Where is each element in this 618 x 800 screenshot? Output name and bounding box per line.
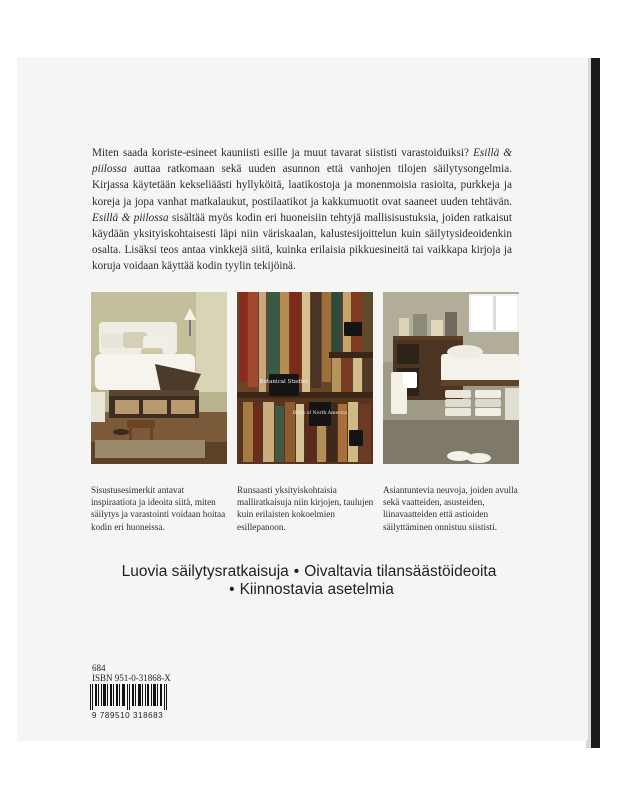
bookshelf-photo [237,292,373,464]
barcode [90,684,168,710]
blurb-part-3: sisältää myös kodin eri huoneisiin tehtyjä mallisisustuksia, joiden ratkaisut käydään yksityiskohtaisesti läpi niin väriskaalan, kalustesijoittelun kuin säilytysideoidenkin osalta. Lisäksi teos antaa vinkkejä siitä, kuinka erilaisia pikkuesineitä tai vaikkapa kirjoja ja koruja voidaan käyttää kodin tyylin tekijöinä. [92,211,513,273]
bathroom-photo [383,292,519,464]
feature-item: Luovia säilytysratkaisuja [121,563,289,580]
feature-item: Oivaltavia tilansäästöideoita [304,563,497,580]
blurb-text [92,145,512,275]
product-code: 684 [92,663,106,673]
book-label-botanical: Botanical Studies [259,379,309,385]
bedroom-photo [91,292,227,464]
features-line-1 [0,563,618,581]
isbn: ISBN 951-0-31868-X [92,673,171,683]
bullet: • [229,581,235,598]
blurb-part-1: Miten saada koriste-esineet kauniisti esille ja muut tavarat siististi varastoiduiksi? [92,147,474,159]
caption-bathroom: Asiantuntevia neuvoja, joiden avulla sekä vaatteiden, asusteiden, liinavaatteiden että astioiden säilyttäminen onnistuu siististi. [383,485,518,532]
features-line-2 [0,581,618,599]
feature-item: Kiinnostavia asetelmia [239,581,394,598]
book-spine [591,58,600,748]
barcode-number: 9 789510 318683 [92,711,164,720]
caption-books: Runsaasti yksityiskohtaisia malliratkaisuja niin kirjojen, taulujen kuin erilaisten kokoelmien esillepanoon. [237,485,374,532]
book-title-italic: Esillä & piilossa [92,211,169,224]
blurb-part-2: auttaa ratkomaan sekä uuden asunnon että vanhojen tilojen säilytysongelmia. Kirjassa käytetään kekseliäästi hyllyköitä, laatikostoja ja monenmoisia rasioita, purkkeja ja koreja ja jopa vanhat matkalaukut, postilaatikot ja kakkumuotit ovat saaneet uuden tehtävän. [92,163,512,208]
book-title-italic: Esillä & piilossa [92,147,512,176]
caption-bedroom: Sisustusesimerkit antavat inspiraatiota ja ideoita siitä, miten säilytys ja varastointi voidaan hoitaa kodin eri huoneissa. [91,485,226,532]
bullet: • [293,563,300,580]
book-label-birds: Birds of North America [292,411,348,416]
